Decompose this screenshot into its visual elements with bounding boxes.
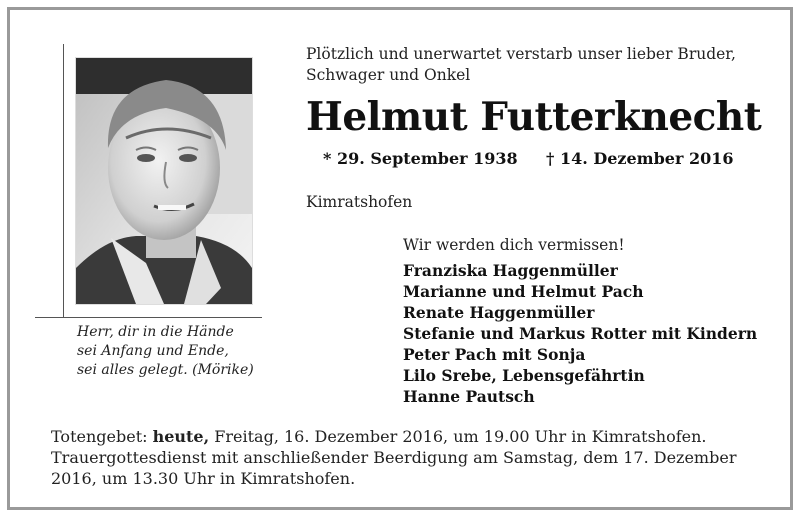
quote-verse bbox=[77, 323, 277, 380]
mourner-item: Franziska Haggenmüller bbox=[403, 261, 618, 280]
notice-line-3: 2016, um 13.30 Uhr in Kimratshofen. bbox=[51, 469, 356, 488]
notice-line-1 bbox=[51, 426, 751, 447]
mourner-item: Lilo Srebe, Lebensgefährtin bbox=[403, 366, 645, 385]
service-notice bbox=[51, 426, 751, 489]
mourner-item: Hanne Pautsch bbox=[403, 387, 535, 406]
intro-text bbox=[306, 44, 736, 86]
deceased-name: Helmut Futterknecht bbox=[306, 94, 762, 140]
notice-prefix: Totengebet: bbox=[51, 427, 153, 446]
notice-highlight: heute, bbox=[152, 427, 210, 446]
mourner-item: Marianne und Helmut Pach bbox=[403, 282, 644, 301]
notice-line-2: Trauergottesdienst mit anschließender Beerdigung am Samstag, dem 17. Dezember bbox=[51, 448, 737, 467]
horizontal-rule bbox=[35, 317, 262, 318]
death-date: † 14. Dezember 2016 bbox=[546, 149, 734, 168]
mourner-item: Renate Haggenmüller bbox=[403, 303, 595, 322]
intro-line-1: Plötzlich und unerwartet verstarb unser lieber Bruder, bbox=[306, 45, 736, 63]
mourner-item: Peter Pach mit Sonja bbox=[403, 345, 586, 364]
quote-line-2: sei Anfang und Ende, bbox=[77, 343, 229, 359]
mourners-list bbox=[403, 260, 757, 407]
mourner-item: Stefanie und Markus Rotter mit Kindern bbox=[403, 324, 758, 343]
intro-line-2: Schwager und Onkel bbox=[306, 66, 471, 84]
portrait-photo bbox=[76, 58, 252, 304]
notice-rest: Freitag, 16. Dezember 2016, um 19.00 Uhr in Kimratshofen. bbox=[209, 427, 707, 446]
vertical-rule bbox=[63, 44, 64, 318]
birth-date: * 29. September 1938 bbox=[323, 149, 518, 168]
hometown: Kimratshofen bbox=[306, 193, 413, 211]
quote-line-3: sei alles gelegt. (Mörike) bbox=[77, 362, 254, 378]
farewell-line: Wir werden dich vermissen! bbox=[403, 236, 625, 254]
quote-line-1: Herr, dir in die Hände bbox=[77, 324, 234, 340]
